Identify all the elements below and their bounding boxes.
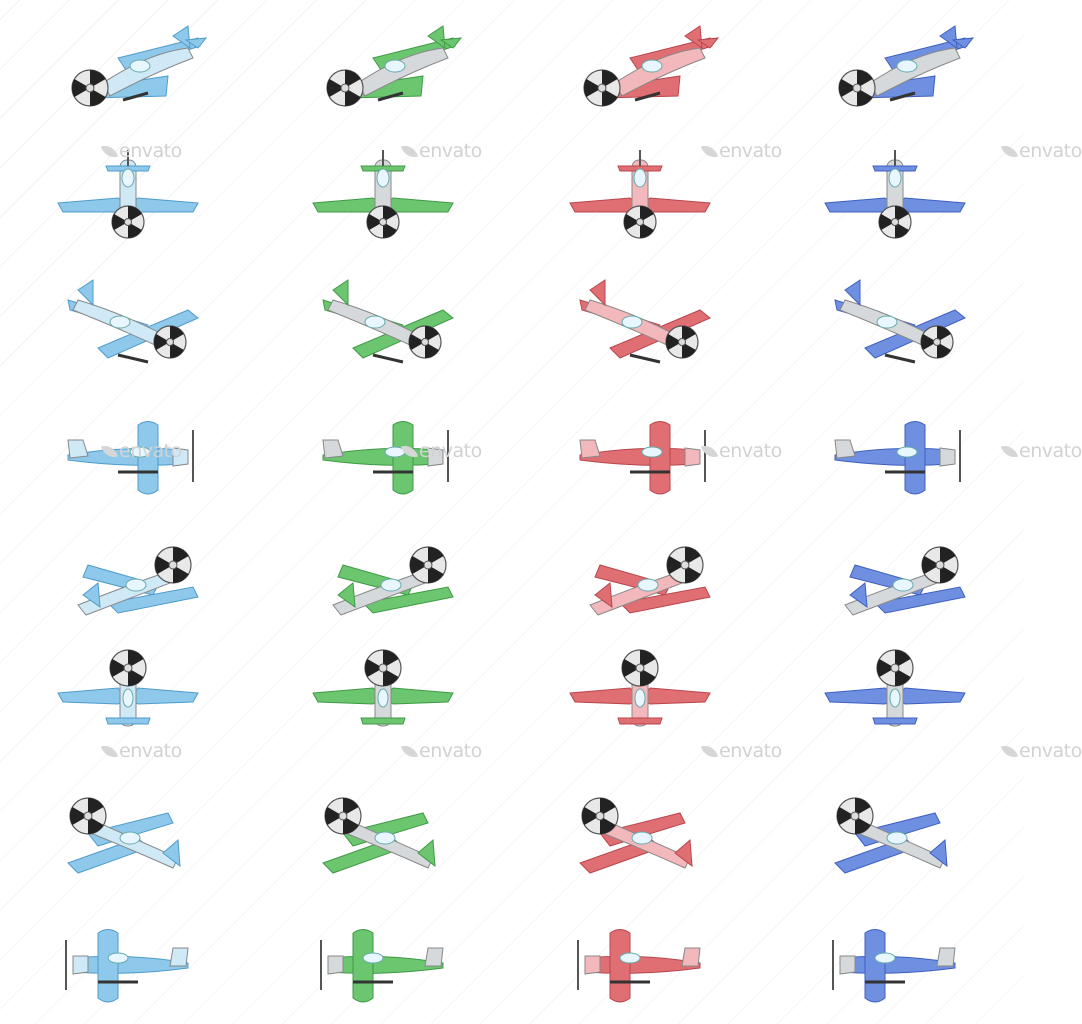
plane-icon (48, 908, 208, 1018)
watermark-text: envato (1019, 140, 1082, 162)
plane-sprite-green-diagonal-left (303, 18, 463, 128)
plane-icon (303, 778, 463, 888)
plane-sprite-blue-grey-front-high (815, 148, 975, 258)
plane-icon (815, 525, 975, 635)
plane-icon (48, 525, 208, 635)
plane-sprite-blue-rear-diagonal-right (48, 525, 208, 635)
plane-sprite-blue-diagonal-right (48, 270, 208, 380)
plane-sprite-green-front-high (303, 148, 463, 258)
watermark-text: envato (419, 440, 482, 462)
plane-icon (560, 908, 720, 1018)
watermark-text: envato (719, 440, 782, 462)
envato-watermark (703, 440, 782, 462)
envato-leaf-icon (101, 142, 118, 161)
plane-icon (303, 270, 463, 380)
envato-leaf-icon (401, 442, 418, 461)
watermark-text: envato (1019, 740, 1082, 762)
plane-sprite-blue-grey-diagonal-left (815, 18, 975, 128)
envato-watermark (103, 740, 182, 762)
watermark-text: envato (1019, 440, 1082, 462)
plane-sprite-blue-grey-rear-diagonal-right (815, 525, 975, 635)
envato-leaf-icon (701, 442, 718, 461)
watermark-text: envato (419, 740, 482, 762)
plane-sprite-blue-side-left (48, 908, 208, 1018)
plane-icon (815, 18, 975, 128)
plane-sprite-green-rear-diagonal-right (303, 525, 463, 635)
envato-leaf-icon (701, 142, 718, 161)
watermark-text: envato (119, 140, 182, 162)
plane-sprite-red-diagonal-right (560, 270, 720, 380)
plane-sprite-blue-diagonal-left (48, 18, 208, 128)
plane-icon (815, 270, 975, 380)
plane-sprite-blue-front-high (48, 148, 208, 258)
plane-icon (815, 648, 975, 758)
plane-sprite-red-side-right (560, 400, 720, 510)
envato-watermark (403, 140, 482, 162)
plane-icon (560, 400, 720, 510)
plane-icon (560, 270, 720, 380)
plane-icon (815, 148, 975, 258)
envato-leaf-icon (101, 442, 118, 461)
envato-watermark (103, 140, 182, 162)
watermark-text: envato (719, 140, 782, 162)
envato-watermark (403, 740, 482, 762)
plane-sprite-red-diagonal-left (560, 18, 720, 128)
envato-leaf-icon (401, 142, 418, 161)
envato-watermark (1003, 740, 1082, 762)
envato-leaf-icon (701, 742, 718, 761)
plane-icon (560, 778, 720, 888)
envato-watermark (1003, 440, 1082, 462)
plane-icon (560, 148, 720, 258)
plane-icon (48, 778, 208, 888)
plane-icon (303, 148, 463, 258)
plane-icon (560, 525, 720, 635)
plane-sprite-blue-grey-front-low (815, 648, 975, 758)
plane-sprite-blue-grey-side-right (815, 400, 975, 510)
plane-icon (815, 908, 975, 1018)
plane-sprite-green-rear-diagonal-left (303, 778, 463, 888)
plane-sprite-blue-grey-diagonal-right (815, 270, 975, 380)
envato-watermark (103, 440, 182, 462)
watermark-text: envato (119, 740, 182, 762)
plane-icon (48, 270, 208, 380)
plane-sprite-red-side-left (560, 908, 720, 1018)
plane-icon (815, 778, 975, 888)
plane-sprite-red-rear-diagonal-right (560, 525, 720, 635)
envato-leaf-icon (401, 742, 418, 761)
plane-icon (303, 525, 463, 635)
plane-sprite-red-front-high (560, 148, 720, 258)
plane-sprite-green-side-left (303, 908, 463, 1018)
watermark-text: envato (719, 740, 782, 762)
plane-sprite-red-front-low (560, 648, 720, 758)
plane-sprite-blue-grey-rear-diagonal-left (815, 778, 975, 888)
envato-watermark (1003, 140, 1082, 162)
envato-leaf-icon (1001, 442, 1018, 461)
envato-leaf-icon (1001, 142, 1018, 161)
watermark-text: envato (419, 140, 482, 162)
plane-icon (303, 18, 463, 128)
envato-watermark (703, 140, 782, 162)
envato-watermark (703, 740, 782, 762)
plane-icon (560, 648, 720, 758)
plane-icon (48, 18, 208, 128)
plane-sprite-blue-rear-diagonal-left (48, 778, 208, 888)
plane-sprite-red-rear-diagonal-left (560, 778, 720, 888)
plane-sprite-green-diagonal-right (303, 270, 463, 380)
watermark-text: envato (119, 440, 182, 462)
plane-icon (815, 400, 975, 510)
plane-icon (48, 148, 208, 258)
plane-icon (303, 908, 463, 1018)
plane-icon (560, 18, 720, 128)
envato-leaf-icon (101, 742, 118, 761)
envato-leaf-icon (1001, 742, 1018, 761)
plane-sprite-blue-grey-side-left (815, 908, 975, 1018)
envato-watermark (403, 440, 482, 462)
